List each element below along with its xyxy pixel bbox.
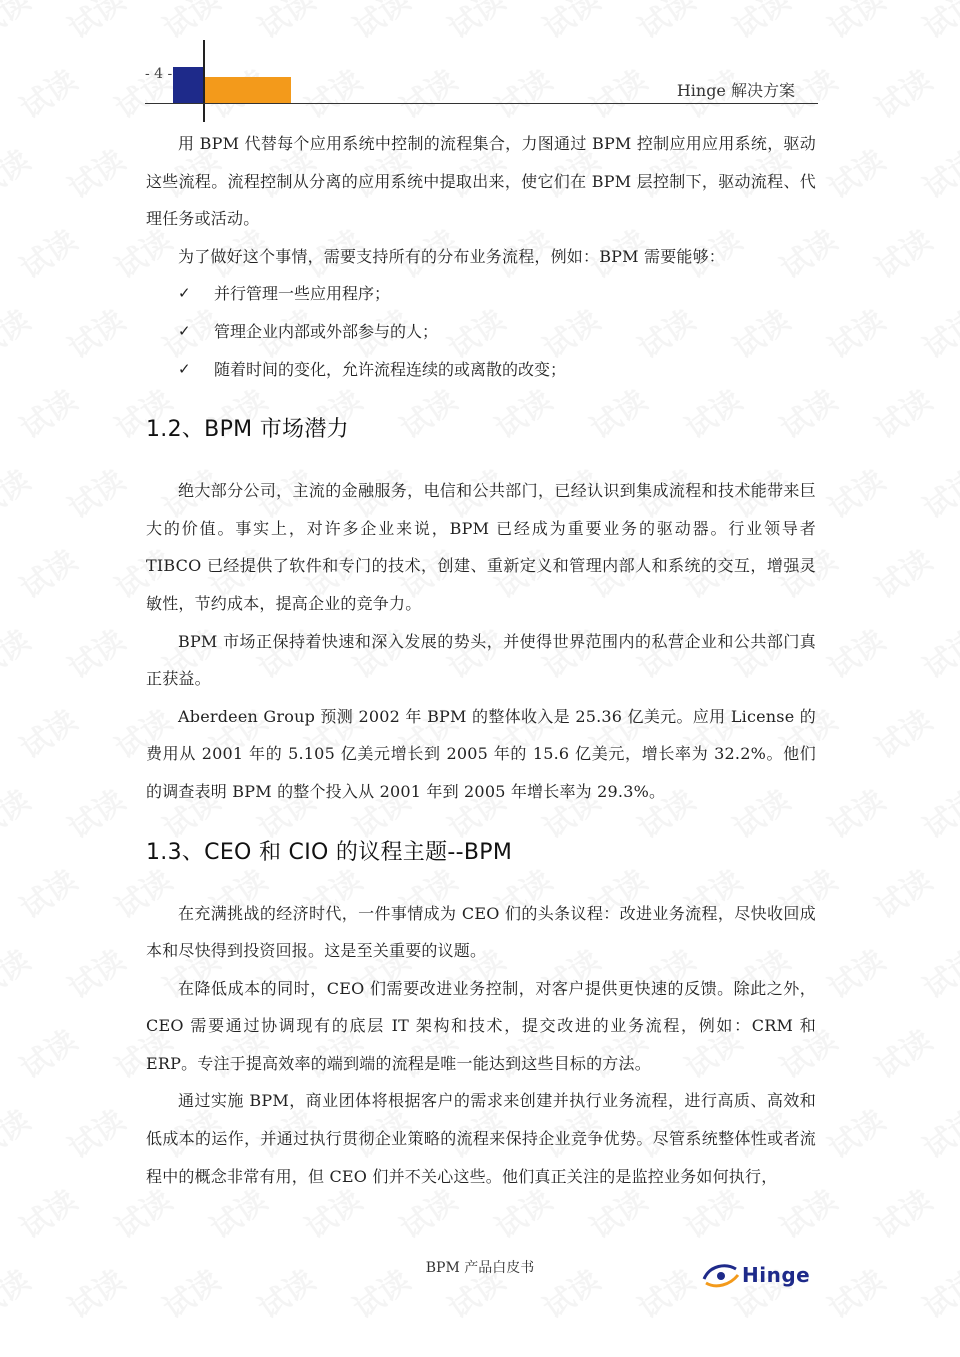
- watermark-text: [818, 0, 892, 47]
- checkmark-icon: ✓: [178, 284, 191, 303]
- watermark-text: [818, 777, 892, 847]
- watermark-text: [913, 137, 960, 207]
- watermark-text: [0, 297, 37, 367]
- watermark-text: [390, 57, 464, 127]
- watermark-text: [818, 457, 892, 527]
- section-1-2-paragraph-1: 绝大部分公司，主流的金融服务，电信和公共部门，已经认识到集成流程和技术能带来巨大的价值。事实上，对许多企业来说，BPM 已经成为重要业务的驱动器。行业领导者 TIBCO 已经提供了软件和专门的技术，创建、重新定义和管理内部人和系统的交互，增强灵敏性，节约成本，提高企业的竞争力。: [146, 481, 816, 613]
- list-item-text: 随着时间的变化，允许流程连续的或离散的改变；: [214, 359, 567, 379]
- watermark-text: [865, 377, 939, 447]
- watermark-text: [10, 1177, 84, 1247]
- watermark-text: [913, 457, 960, 527]
- watermark-text: [10, 217, 84, 287]
- watermark-text: [0, 937, 37, 1007]
- watermark-text: [10, 1017, 84, 1087]
- list-item-text: 管理企业内部或外部参与的人；: [214, 321, 439, 341]
- watermark-text: [865, 57, 939, 127]
- watermark-text: [10, 697, 84, 767]
- watermark-text: [58, 1097, 132, 1167]
- watermark-text: [438, 0, 512, 47]
- watermark-text: [58, 777, 132, 847]
- watermark-text: [0, 457, 37, 527]
- watermark-text: [818, 937, 892, 1007]
- header-title: Hinge 解决方案: [676, 81, 795, 100]
- watermark-text: [818, 137, 892, 207]
- section-1-2-paragraph-3: Aberdeen Group 预测 2002 年 BPM 的整体收入是 25.36 亿美元。应用 License 的费用从 2001 年的 5.105 亿美元增长到 2005 年的 15.6 亿美元，增长率为 32.2%。他们的调查表明 BPM 的整个投入从 2001 年到 2005 年增长率为 29.3%。: [146, 706, 816, 801]
- watermark-text: [818, 297, 892, 367]
- watermark-text: [913, 617, 960, 687]
- intro-paragraph-2: 为了做好这个事情，需要支持所有的分布业务流程，例如：BPM 需要能够：: [178, 246, 725, 266]
- watermark-text: [58, 137, 132, 207]
- watermark-text: [58, 297, 132, 367]
- watermark-text: [0, 137, 37, 207]
- header-blue-block: [173, 67, 203, 103]
- watermark-text: [913, 297, 960, 367]
- header-orange-block: [205, 77, 291, 103]
- watermark-text: [913, 777, 960, 847]
- watermark-text: [0, 617, 37, 687]
- list-item-text: 并行管理一些应用程序；: [214, 284, 391, 304]
- watermark-text: [865, 537, 939, 607]
- section-1-3-paragraph-2: 在降低成本的同时，CEO 们需要改进业务控制，对客户提供更快速的反馈。除此之外，CEO 需要通过协调现有的底层 IT 架构和技术，提交改进的业务流程，例如：CRM 和 ERP。专注于提高效率的端到端的流程是唯一能达到这些目标的方法。: [146, 978, 816, 1073]
- watermark-text: [580, 57, 654, 127]
- watermark-text: [533, 0, 607, 47]
- watermark-text: [343, 0, 417, 47]
- watermark-text: [913, 1097, 960, 1167]
- footer-doc-title: BPM 产品白皮书: [425, 1260, 535, 1276]
- watermark-text: [913, 0, 960, 47]
- watermark-text: [865, 1177, 939, 1247]
- list-item: [146, 313, 816, 351]
- watermark-text: [0, 1097, 37, 1167]
- watermark-text: [10, 57, 84, 127]
- watermark-text: [628, 0, 702, 47]
- watermark-text: [10, 857, 84, 927]
- section-1-3-paragraph-1: 在充满挑战的经济时代，一件事情成为 CEO 们的头条议程：改进业务流程，尽快收回成本和尽快得到投资回报。这是至关重要的议题。: [146, 903, 816, 961]
- watermark-text: [58, 0, 132, 47]
- header-rule: [145, 103, 818, 104]
- watermark-text: [0, 0, 37, 47]
- section-heading-1-3: 1.3、CEO 和 CIO 的议程主题--BPM: [146, 839, 513, 865]
- checkmark-icon: ✓: [178, 359, 191, 378]
- watermark-text: [58, 617, 132, 687]
- watermark-text: [58, 457, 132, 527]
- hinge-logo: [700, 1257, 820, 1293]
- watermark-text: [10, 537, 84, 607]
- watermark-text: [818, 1097, 892, 1167]
- list-item: [146, 351, 816, 389]
- watermark-text: [865, 697, 939, 767]
- watermark-text: [10, 377, 84, 447]
- watermark-text: [865, 857, 939, 927]
- intro-paragraph-1: 用 BPM 代替每个应用系统中控制的流程集合，力图通过 BPM 控制应用应用系统，驱动这些流程。流程控制从分离的应用系统中提取出来，使它们在 BPM 层控制下，驱动流程、代理任务或活动。: [146, 134, 816, 229]
- section-heading-1-2: 1.2、BPM 市场潜力: [146, 417, 349, 443]
- logo-text: Hinge: [742, 1263, 811, 1287]
- page-number: - 4 -: [145, 66, 173, 82]
- watermark-text: [248, 0, 322, 47]
- requirements-list: [146, 275, 816, 388]
- watermark-text: [865, 1017, 939, 1087]
- watermark-text: [913, 937, 960, 1007]
- watermark-text: [485, 57, 559, 127]
- header-vertical-line: [203, 40, 205, 122]
- document-body: [146, 125, 816, 1195]
- watermark-text: [723, 0, 797, 47]
- watermark-text: [153, 0, 227, 47]
- watermark-text: [295, 57, 369, 127]
- hinge-logo-icon: [700, 1257, 742, 1293]
- section-1-3-paragraph-3: 通过实施 BPM，商业团体将根据客户的需求来创建并执行业务流程，进行高质、高效和低成本的运作，并通过执行贯彻企业策略的流程来保持企业竞争优势。尽管系统整体性或者流程中的概念非常有用，但 CEO 们并不关心这些。他们真正关注的是监控业务如何执行，: [146, 1091, 816, 1186]
- watermark-text: [0, 777, 37, 847]
- watermark-text: [818, 617, 892, 687]
- section-1-2-paragraph-2: BPM 市场正保持着快速和深入发展的势头，并使得世界范围内的私营企业和公共部门真正获益。: [146, 631, 816, 689]
- list-item: [146, 275, 816, 313]
- checkmark-icon: ✓: [178, 321, 191, 340]
- watermark-text: [865, 217, 939, 287]
- watermark-text: [58, 937, 132, 1007]
